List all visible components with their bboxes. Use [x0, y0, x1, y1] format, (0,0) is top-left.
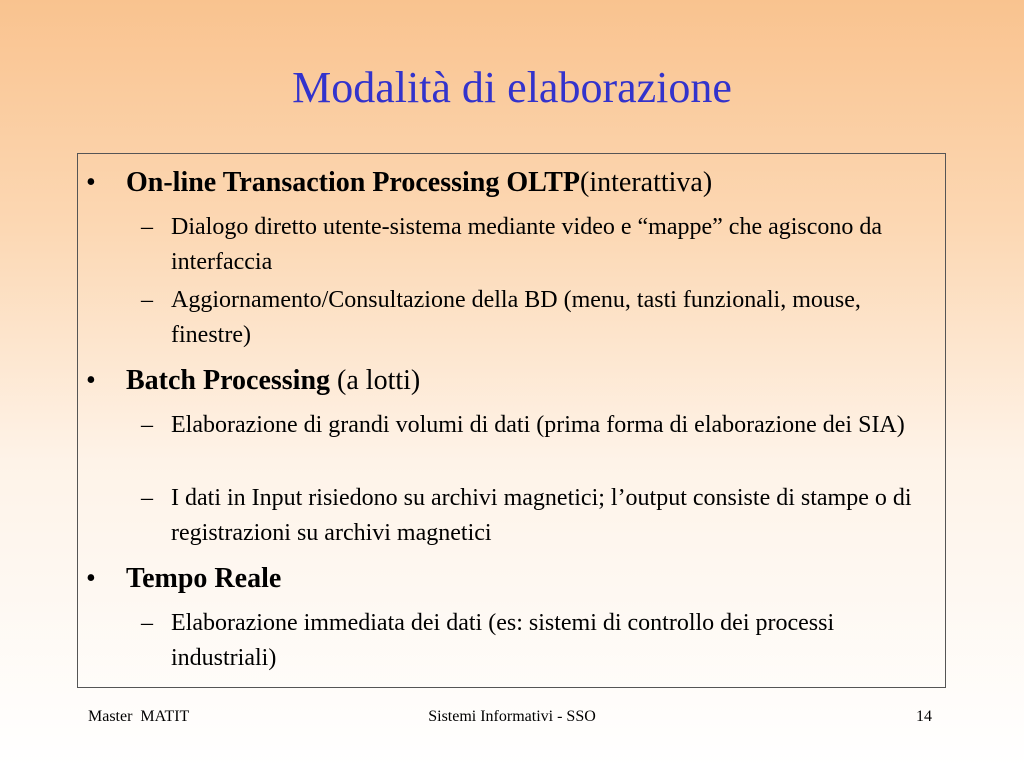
bullet-item-suffix: (interattiva) — [580, 167, 713, 198]
sub-item-text: Elaborazione di grandi volumi di dati (prima forma di elaborazione dei SIA) — [171, 412, 905, 438]
dash-icon: – — [141, 287, 153, 313]
footer-center-text: Sistemi Informativi - SSO — [428, 708, 596, 725]
sub-item — [141, 210, 941, 280]
bullet-icon: • — [86, 167, 96, 198]
bullet-item-suffix: (a lotti) — [330, 365, 421, 396]
bullet-item-realtime — [86, 562, 282, 596]
sub-item — [141, 606, 941, 676]
dash-icon: – — [141, 485, 153, 511]
bullet-icon: • — [86, 365, 96, 396]
sub-item-text: Elaborazione immediata dei dati (es: sistemi di controllo dei processi industriali) — [171, 610, 835, 671]
bullet-item-title: On-line Transaction Processing OLTP — [126, 167, 581, 198]
page-number: 14 — [916, 708, 932, 725]
bullet-item-title: Batch Processing — [126, 365, 331, 396]
sub-item — [141, 481, 941, 551]
bullet-icon: • — [86, 563, 96, 594]
sub-item — [141, 283, 941, 353]
footer-left-text: Master MATIT — [88, 708, 190, 725]
sub-item — [141, 408, 941, 443]
sub-item-text: Aggiornamento/Consultazione della BD (menu, tasti funzionali, mouse, finestre) — [171, 287, 861, 348]
content-box — [77, 153, 946, 688]
sub-item-text: Dialogo diretto utente-sistema mediante video e “mappe” che agiscono da interfaccia — [171, 214, 883, 275]
dash-icon: – — [141, 214, 153, 240]
dash-icon: – — [141, 610, 153, 636]
slide-title: Modalità di elaborazione — [292, 63, 732, 112]
bullet-item-batch — [86, 364, 421, 398]
bullet-item-oltp — [86, 166, 713, 200]
dash-icon: – — [141, 412, 153, 438]
sub-item-text: I dati in Input risiedono su archivi magnetici; l’output consiste di stampe o di registrazioni su archivi magnetici — [171, 485, 912, 546]
bullet-item-title: Tempo Reale — [126, 563, 282, 594]
